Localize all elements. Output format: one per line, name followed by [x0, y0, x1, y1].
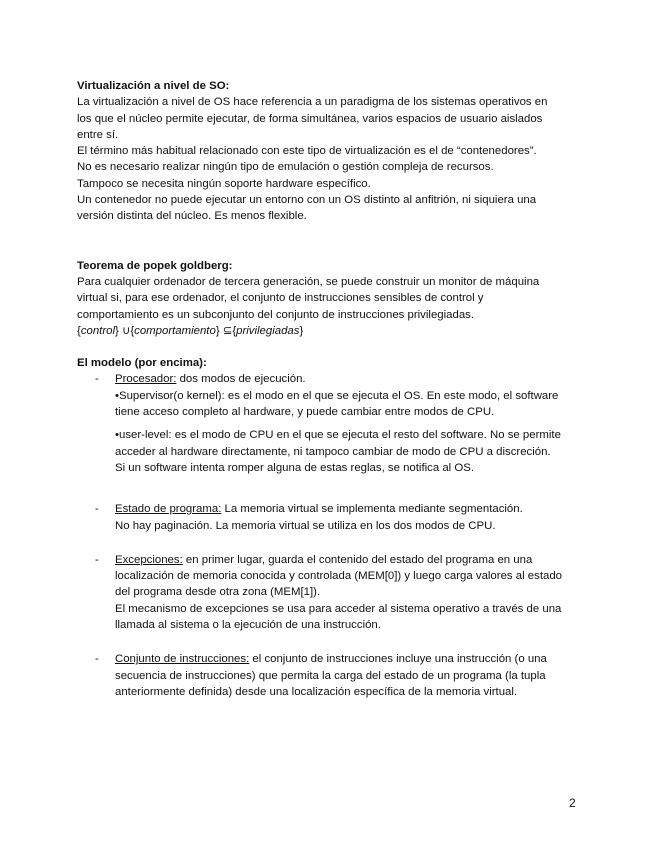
paragraph-line: acceder al hardware directamente, ni tampoco cambiar de modo de CPU a discreción.	[115, 445, 551, 458]
section-heading: Teorema de popek goldberg:	[77, 259, 233, 272]
paragraph-line: Para cualquier ordenador de tercera generación, se puede construir un monitor de máquina	[77, 275, 540, 288]
list-item-conjunto-instrucciones: - Conjunto de instrucciones: el conjunto de instrucciones incluye una instrucción (o una secuencia de instrucciones) que permita la carga del estado de un programa (la tupla anteriormente definida) desde una localización específica de la memoria virtual.	[77, 651, 577, 700]
paragraph-line: tiene acceso completo al hardware, y puede cambiar entre modos de CPU.	[115, 406, 495, 419]
section-modelo	[77, 355, 577, 700]
paragraph-line: secuencia de instrucciones) que permita la carga del estado de un programa (la tupla	[115, 669, 546, 682]
paragraph-line: llamada al sistema o la ejecución de una instrucción.	[115, 619, 381, 632]
paragraph-line: No es necesario realizar ningún tipo de emulación o gestión compleja de recursos.	[77, 161, 494, 174]
list-item-estado-programa: - Estado de programa: La memoria virtual se implementa mediante segmentación. No hay paginación. La memoria virtual se utiliza en los dos modos de CPU.	[77, 501, 577, 534]
paragraph-line: •Supervisor(o kernel): es el modo en el que se ejecuta el OS. En este modo, el software	[115, 389, 559, 402]
list-item-excepciones: - Excepciones: en primer lugar, guarda el contenido del estado del programa en una localización de memoria conocida y controlada (MEM[0]) y luego carga valores al estado del programa desde otra zona (MEM[1]). El mecanismo de excepciones se usa para acceder al sistema operativo a través de una llamada al sistema o la ejecución de una instrucción.	[77, 552, 577, 633]
paragraph-line: Si un software intenta romper alguna de estas reglas, se notifica al OS.	[115, 461, 474, 474]
paragraph-line: El mecanismo de excepciones se usa para acceder al sistema operativo a través de una	[115, 602, 562, 615]
paragraph-line: entre sí.	[77, 128, 119, 141]
paragraph-line: Tampoco se necesita ningún soporte hardware específico.	[77, 177, 371, 190]
section-heading: Virtualización a nivel de SO:	[77, 80, 230, 92]
paragraph-line: El término más habitual relacionado con este tipo de virtualización es el de “contenedores”.	[77, 145, 537, 158]
list-dash: -	[95, 653, 99, 666]
paragraph-line: La virtualización a nivel de OS hace referencia a un paradigma de los sistemas operativos en	[77, 96, 548, 109]
list-dash: -	[95, 503, 99, 516]
paragraph-line: •user-level: es el modo de CPU en el que se ejecuta el resto del software. No se permite	[115, 429, 561, 442]
paragraph-line: No hay paginación. La memoria virtual se utiliza en los dos modos de CPU.	[115, 519, 496, 532]
page-number: 2	[569, 796, 576, 810]
section-teorema	[77, 258, 577, 339]
paragraph-line: Un contenedor no puede ejecutar un entorno con un OS distinto al anfitrión, ni siquiera una	[77, 194, 537, 207]
item-label: Estado de programa:	[115, 503, 222, 516]
list-item-procesador: - Procesador: dos modos de ejecución. •Supervisor(o kernel): es el modo en el que se ejecuta el OS. En este modo, el software tiene acceso completo al hardware, y puede cambiar entre modos de CPU. •user-level: es el modo de CPU en el que se ejecuta el resto del software. No se permite acceder al hardware directamente, ni tampoco cambiar de modo de CPU a discreción. Si un software intenta romper alguna de estas reglas, se notifica al OS.	[77, 371, 577, 476]
section-heading: El modelo (por encima):	[77, 357, 207, 370]
list-dash: -	[95, 553, 99, 566]
paragraph-line: comportamiento es un subconjunto del conjunto de instrucciones privilegiadas.	[77, 308, 475, 321]
item-label: Conjunto de instrucciones:	[115, 653, 250, 666]
document-page	[77, 78, 577, 700]
section-virtualizacion	[77, 78, 577, 225]
paragraph-line: del programa desde otra zona (MEM[1]).	[115, 586, 321, 599]
paragraph-line: versión distinta del núcleo. Es menos flexible.	[77, 210, 307, 223]
paragraph-line: anteriormente definida) desde una localización específica de la memoria virtual.	[115, 685, 518, 698]
item-label: Procesador:	[115, 373, 177, 386]
paragraph-line: los que el núcleo permite ejecutar, de forma simultánea, varios espacios de usuario aislados	[77, 112, 543, 125]
set-formula: {control} ∪{comportamiento} ⊆{privilegiadas}	[77, 324, 304, 337]
paragraph-line: virtual si, para ese ordenador, el conjunto de instrucciones sensibles de control y	[77, 292, 484, 305]
item-label: Excepciones:	[115, 553, 183, 566]
list-dash: -	[95, 373, 99, 386]
paragraph-line: localización de memoria conocida y controlada (MEM[0]) y luego carga valores al estado	[115, 570, 562, 583]
